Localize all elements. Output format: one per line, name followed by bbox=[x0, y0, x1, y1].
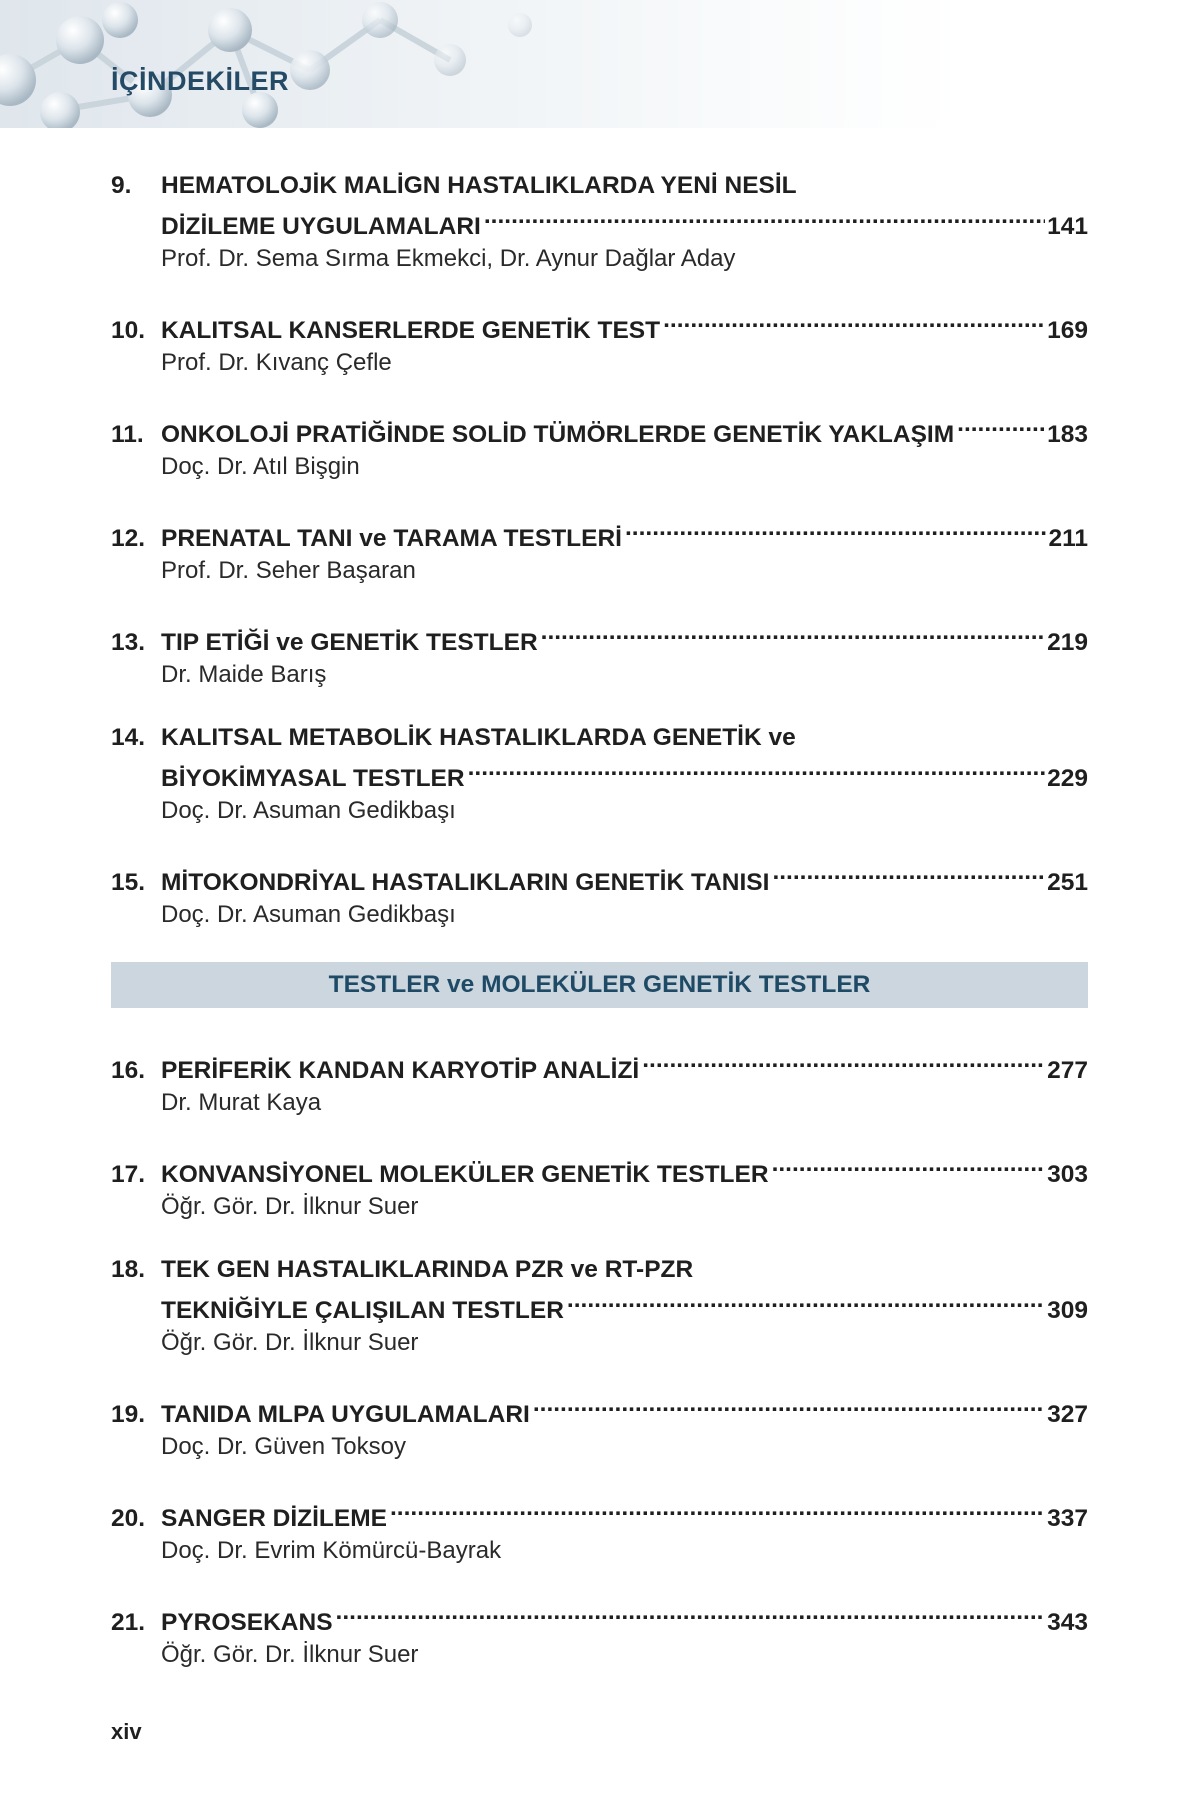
entry-author: Doç. Dr. Evrim Kömürcü-Bayrak bbox=[161, 1537, 502, 1564]
toc-part-2 bbox=[111, 1046, 1088, 1671]
entry-author: Prof. Dr. Seher Başaran bbox=[161, 557, 416, 584]
toc-entry[interactable] bbox=[111, 410, 1088, 483]
dot-leader bbox=[625, 514, 1047, 546]
entry-author: Prof. Dr. Sema Sırma Ekmekci, Dr. Aynur Dağlar Aday bbox=[161, 245, 736, 272]
entry-title: SANGER DİZİLEME bbox=[161, 1505, 387, 1532]
entry-page: 141 bbox=[1047, 213, 1088, 240]
entry-page: 277 bbox=[1047, 1057, 1088, 1084]
entry-page: 219 bbox=[1047, 629, 1088, 656]
entry-number: 20. bbox=[111, 1505, 146, 1532]
dot-leader bbox=[772, 858, 1045, 890]
entry-title: ONKOLOJİ PRATİĞİNDE SOLİD TÜMÖRLERDE GENETİK YAKLAŞIM bbox=[161, 421, 955, 448]
page-number: xiv bbox=[111, 1719, 142, 1744]
dot-leader bbox=[336, 1598, 1046, 1630]
entry-page: 303 bbox=[1047, 1161, 1088, 1188]
entry-title: PYROSEKANS bbox=[161, 1609, 333, 1636]
dot-leader bbox=[533, 1390, 1045, 1422]
toc-entry[interactable] bbox=[111, 722, 1088, 827]
entry-page: 183 bbox=[1047, 421, 1088, 448]
entry-number: 11. bbox=[111, 421, 144, 448]
entry-author: Doç. Dr. Güven Toksoy bbox=[161, 1433, 406, 1460]
entry-number: 12. bbox=[111, 525, 146, 552]
dot-leader bbox=[484, 202, 1045, 234]
entry-number: 18. bbox=[111, 1256, 146, 1283]
toc-part-1 bbox=[111, 170, 1088, 931]
entry-number: 17. bbox=[111, 1161, 146, 1188]
dot-leader bbox=[541, 618, 1045, 650]
dot-leader bbox=[390, 1494, 1045, 1526]
section-heading: TESTLER ve MOLEKÜLER GENETİK TESTLER bbox=[111, 962, 1088, 1008]
entry-page: 309 bbox=[1047, 1297, 1088, 1324]
toc-entry[interactable] bbox=[111, 1598, 1088, 1671]
dot-leader bbox=[663, 306, 1045, 338]
entry-number: 14. bbox=[111, 724, 146, 751]
entry-number: 9. bbox=[111, 172, 132, 199]
entry-page: 169 bbox=[1047, 317, 1088, 344]
entry-author: Öğr. Gör. Dr. İlknur Suer bbox=[161, 1193, 419, 1220]
dot-leader bbox=[567, 1286, 1045, 1318]
entry-title: KONVANSİYONEL MOLEKÜLER GENETİK TESTLER bbox=[161, 1161, 769, 1188]
entry-title: TIP ETİĞİ ve GENETİK TESTLER bbox=[161, 629, 538, 656]
toc-entry[interactable] bbox=[111, 1046, 1088, 1119]
entry-title: KALITSAL KANSERLERDE GENETİK TEST bbox=[161, 317, 661, 344]
dot-leader bbox=[957, 410, 1045, 442]
dot-leader bbox=[772, 1150, 1046, 1182]
entry-author: Öğr. Gör. Dr. İlknur Suer bbox=[161, 1641, 419, 1668]
toc-entry[interactable] bbox=[111, 1150, 1088, 1223]
entry-author: Öğr. Gör. Dr. İlknur Suer bbox=[161, 1329, 419, 1356]
entry-author: Dr. Murat Kaya bbox=[161, 1089, 322, 1116]
entry-author: Doç. Dr. Asuman Gedikbaşı bbox=[161, 901, 456, 928]
entry-title: TEKNİĞİYLE ÇALIŞILAN TESTLER bbox=[161, 1297, 564, 1324]
dot-leader bbox=[642, 1046, 1045, 1078]
entry-title: PERİFERİK KANDAN KARYOTİP ANALİZİ bbox=[161, 1057, 640, 1084]
entry-page: 343 bbox=[1047, 1609, 1088, 1636]
entry-title: DİZİLEME UYGULAMALARI bbox=[161, 213, 481, 240]
entry-number: 19. bbox=[111, 1401, 146, 1428]
table-of-contents bbox=[111, 170, 1088, 1702]
entry-number: 21. bbox=[111, 1609, 146, 1636]
toc-entry[interactable] bbox=[111, 306, 1088, 379]
page-title: İÇİNDEKİLER bbox=[111, 66, 290, 96]
entry-title: TANIDA MLPA UYGULAMALARI bbox=[161, 1401, 530, 1428]
toc-entry[interactable] bbox=[111, 1390, 1088, 1463]
entry-author: Doç. Dr. Atıl Bişgin bbox=[161, 453, 360, 480]
entry-number: 16. bbox=[111, 1057, 146, 1084]
entry-author: Dr. Maide Barış bbox=[161, 661, 327, 688]
toc-entry[interactable] bbox=[111, 170, 1088, 275]
entry-title: HEMATOLOJİK MALİGN HASTALIKLARDA YENİ NESİL bbox=[161, 172, 797, 199]
entry-title: KALITSAL METABOLİK HASTALIKLARDA GENETİK ve bbox=[161, 724, 796, 751]
dot-leader bbox=[468, 754, 1046, 786]
entry-page: 327 bbox=[1047, 1401, 1088, 1428]
entry-title: BİYOKİMYASAL TESTLER bbox=[161, 765, 465, 792]
page-header bbox=[0, 0, 1200, 128]
molecule-decoration-icon bbox=[0, 0, 700, 128]
entry-author: Prof. Dr. Kıvanç Çefle bbox=[161, 349, 392, 376]
entry-number: 10. bbox=[111, 317, 146, 344]
entry-title: TEK GEN HASTALIKLARINDA PZR ve RT-PZR bbox=[161, 1256, 694, 1283]
entry-author: Doç. Dr. Asuman Gedikbaşı bbox=[161, 797, 456, 824]
entry-title: MİTOKONDRİYAL HASTALIKLARIN GENETİK TANISI bbox=[161, 869, 770, 896]
toc-entry[interactable] bbox=[111, 514, 1088, 587]
entry-page: 251 bbox=[1047, 869, 1088, 896]
entry-page: 229 bbox=[1047, 765, 1088, 792]
toc-entry[interactable] bbox=[111, 858, 1088, 931]
entry-page: 337 bbox=[1047, 1505, 1088, 1532]
toc-entry[interactable] bbox=[111, 1254, 1088, 1359]
toc-entry[interactable] bbox=[111, 618, 1088, 691]
entry-number: 15. bbox=[111, 869, 146, 896]
entry-page: 211 bbox=[1048, 525, 1088, 552]
entry-number: 13. bbox=[111, 629, 146, 656]
toc-entry[interactable] bbox=[111, 1494, 1088, 1567]
entry-title: PRENATAL TANI ve TARAMA TESTLERİ bbox=[161, 525, 622, 552]
